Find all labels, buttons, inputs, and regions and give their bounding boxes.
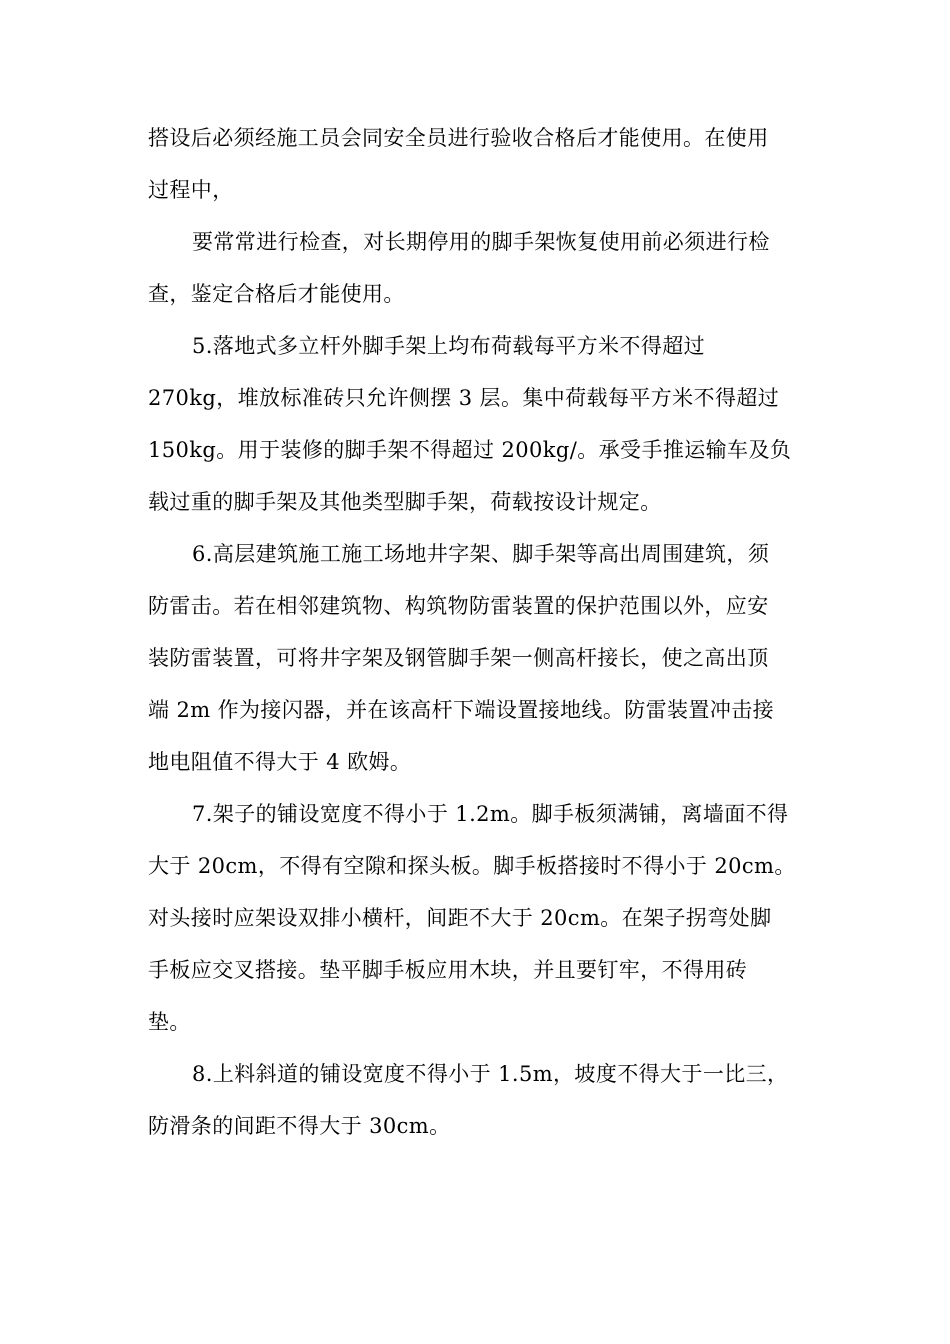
text-line: 要常常进行检查，对长期停用的脚手架恢复使用前必须进行检	[192, 230, 770, 254]
text-line: 6.高层建筑施工施工场地井字架、脚手架等高出周围建筑，须	[192, 542, 770, 566]
paragraph-item-6	[148, 528, 800, 788]
text-line: 载过重的脚手架及其他类型脚手架，荷载按设计规定。	[148, 490, 662, 514]
text-line: 垫。	[148, 1010, 191, 1034]
document-body	[148, 112, 800, 1152]
paragraph-2	[148, 216, 800, 320]
text-line: 7.架子的铺设宽度不得小于 1.2m。脚手板须满铺，离墙面不得	[192, 802, 789, 826]
text-line: 搭设后必须经施工员会同安全员进行验收合格后才能使用。在使用	[148, 126, 769, 150]
paragraph-item-7	[148, 788, 800, 1048]
paragraph-1	[148, 112, 800, 216]
text-line: 对头接时应架设双排小横杆，间距不大于 20cm。在架子拐弯处脚	[148, 906, 772, 930]
text-line: 装防雷装置，可将井字架及钢管脚手架一侧高杆接长，使之高出顶	[148, 646, 769, 670]
text-line: 过程中，	[148, 178, 234, 202]
paragraph-item-8	[148, 1048, 800, 1152]
text-line: 8.上料斜道的铺设宽度不得小于 1.5m，坡度不得大于一比三，	[192, 1062, 789, 1086]
text-line: 手板应交叉搭接。垫平脚手板应用木块，并且要钉牢，不得用砖	[148, 958, 748, 982]
text-line: 5.落地式多立杆外脚手架上均布荷载每平方米不得超过	[192, 334, 706, 358]
text-line: 防滑条的间距不得大于 30cm。	[148, 1114, 451, 1138]
paragraph-item-5	[148, 320, 800, 528]
text-line: 270kg，堆放标准砖只允许侧摆 3 层。集中荷载每平方米不得超过	[148, 386, 780, 410]
text-line: 端 2m 作为接闪器，并在该高杆下端设置接地线。防雷装置冲击接	[148, 698, 775, 722]
text-line: 查，鉴定合格后才能使用。	[148, 282, 405, 306]
text-line: 地电阻值不得大于 4 欧姆。	[148, 750, 412, 774]
text-line: 大于 20cm，不得有空隙和探头板。脚手板搭接时不得小于 20cm。	[148, 854, 796, 878]
text-line: 150kg。用于装修的脚手架不得超过 200kg/。承受手推运输车及负	[148, 438, 792, 462]
text-line: 防雷击。若在相邻建筑物、构筑物防雷装置的保护范围以外，应安	[148, 594, 769, 618]
